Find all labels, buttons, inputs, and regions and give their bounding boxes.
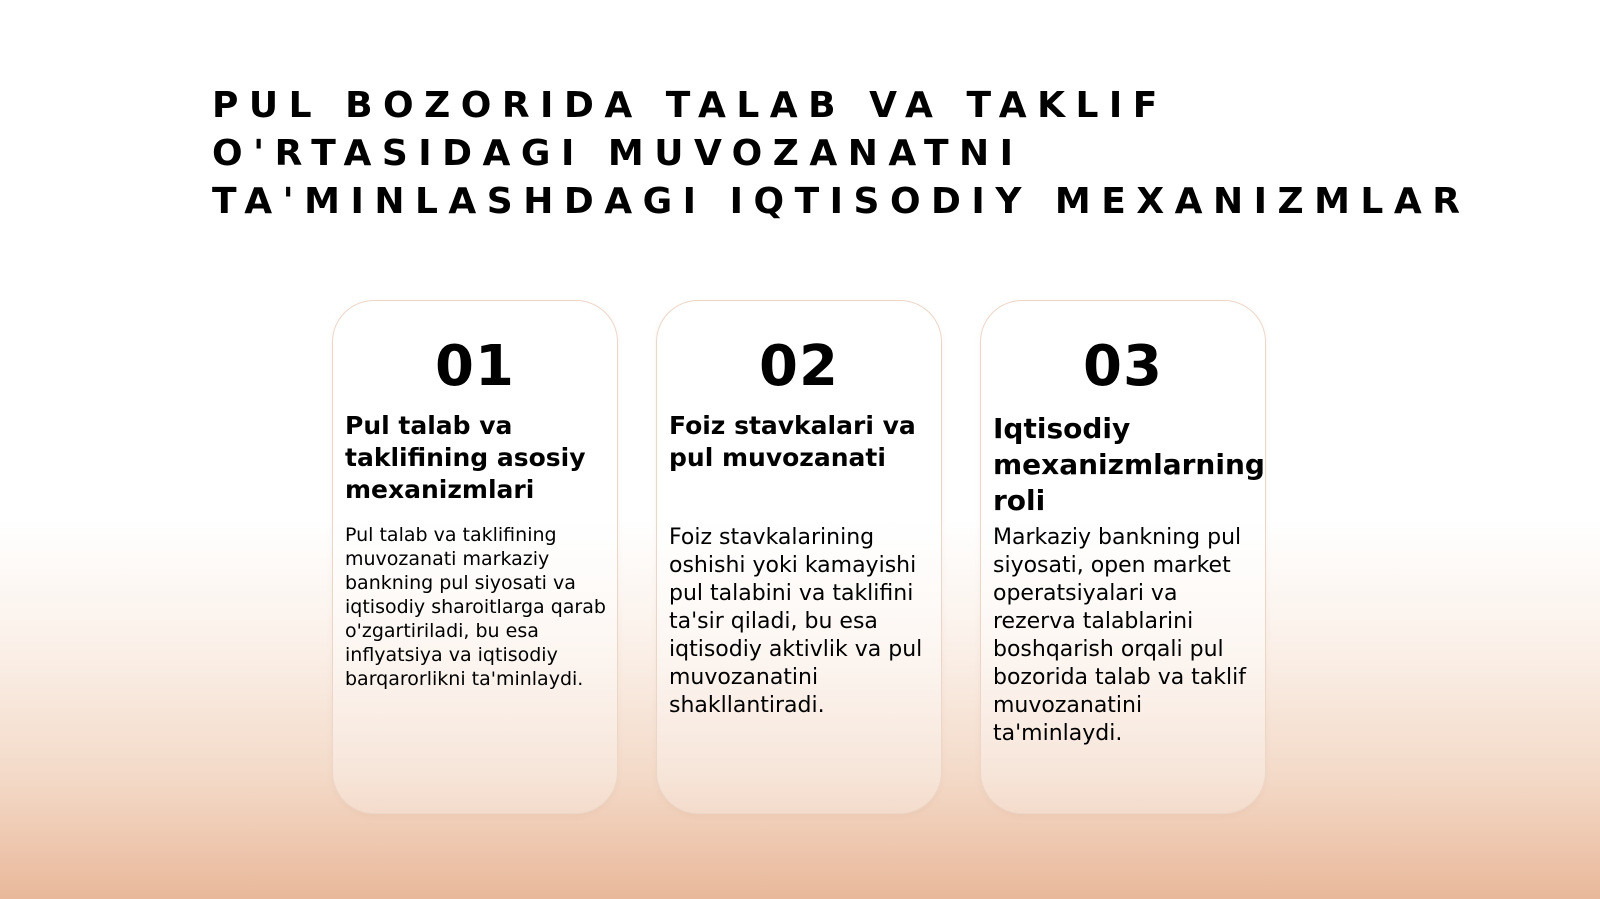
card-heading	[669, 410, 941, 474]
body-line: shakllantiradi.	[669, 693, 825, 718]
body-line: bankning pul siyosati va	[345, 572, 576, 594]
card-number: 02	[759, 334, 839, 399]
card-number: 01	[435, 334, 515, 399]
heading-line: Foiz stavkalari va	[669, 411, 916, 440]
heading-line: roli	[993, 484, 1046, 517]
body-line: barqarorlikni ta'minlaydi.	[345, 668, 584, 690]
card-3	[980, 300, 1266, 814]
body-line: oshishi yoki kamayishi	[669, 553, 917, 578]
body-line: muvozanatini	[669, 665, 819, 690]
body-line: iqtisodiy aktivlik va pul	[669, 637, 923, 662]
title-line: PUL BOZORIDA TALAB VA TAKLIF	[212, 85, 1168, 126]
title-line: TA'MINLASHDAGI IQTISODIY MEXANIZMLAR	[212, 181, 1471, 222]
body-line: ta'sir qiladi, bu esa	[669, 609, 878, 634]
body-line: Foiz stavkalarining	[669, 525, 875, 550]
title-line: O'RTASIDAGI MUVOZANATNI	[212, 133, 1024, 174]
card-2	[656, 300, 942, 814]
page-title	[212, 82, 1572, 226]
body-line: inflyatsiya va iqtisodiy	[345, 644, 558, 666]
card-heading	[345, 410, 617, 506]
body-line: Markaziy bankning pul	[993, 525, 1242, 550]
body-line: siyosati, open market	[993, 553, 1231, 578]
heading-line: Pul talab va	[345, 411, 513, 440]
card-body	[345, 523, 617, 691]
heading-line: Iqtisodiy	[993, 412, 1131, 445]
card-1	[332, 300, 618, 814]
body-line: operatsiyalari va	[993, 581, 1178, 606]
body-line: pul talabini va taklifini	[669, 581, 914, 606]
body-line: bozorida talab va taklif	[993, 665, 1246, 690]
body-line: muvozanati markaziy	[345, 548, 550, 570]
body-line: ta'minlaydi.	[993, 721, 1123, 746]
card-body	[669, 524, 941, 720]
card-body	[993, 524, 1265, 748]
card-number: 03	[1083, 334, 1163, 399]
body-line: rezerva talablarini	[993, 609, 1194, 634]
heading-line: mexanizmlari	[345, 475, 535, 504]
heading-line: mexanizmlarning	[993, 448, 1265, 481]
body-line: muvozanatini	[993, 693, 1143, 718]
card-heading	[993, 411, 1265, 519]
body-line: iqtisodiy sharoitlarga qarab	[345, 596, 606, 618]
body-line: Pul talab va taklifining	[345, 524, 557, 546]
heading-line: pul muvozanati	[669, 443, 886, 472]
body-line: o'zgartiriladi, bu esa	[345, 620, 539, 642]
body-line: boshqarish orqali pul	[993, 637, 1224, 662]
heading-line: taklifining asosiy	[345, 443, 586, 472]
